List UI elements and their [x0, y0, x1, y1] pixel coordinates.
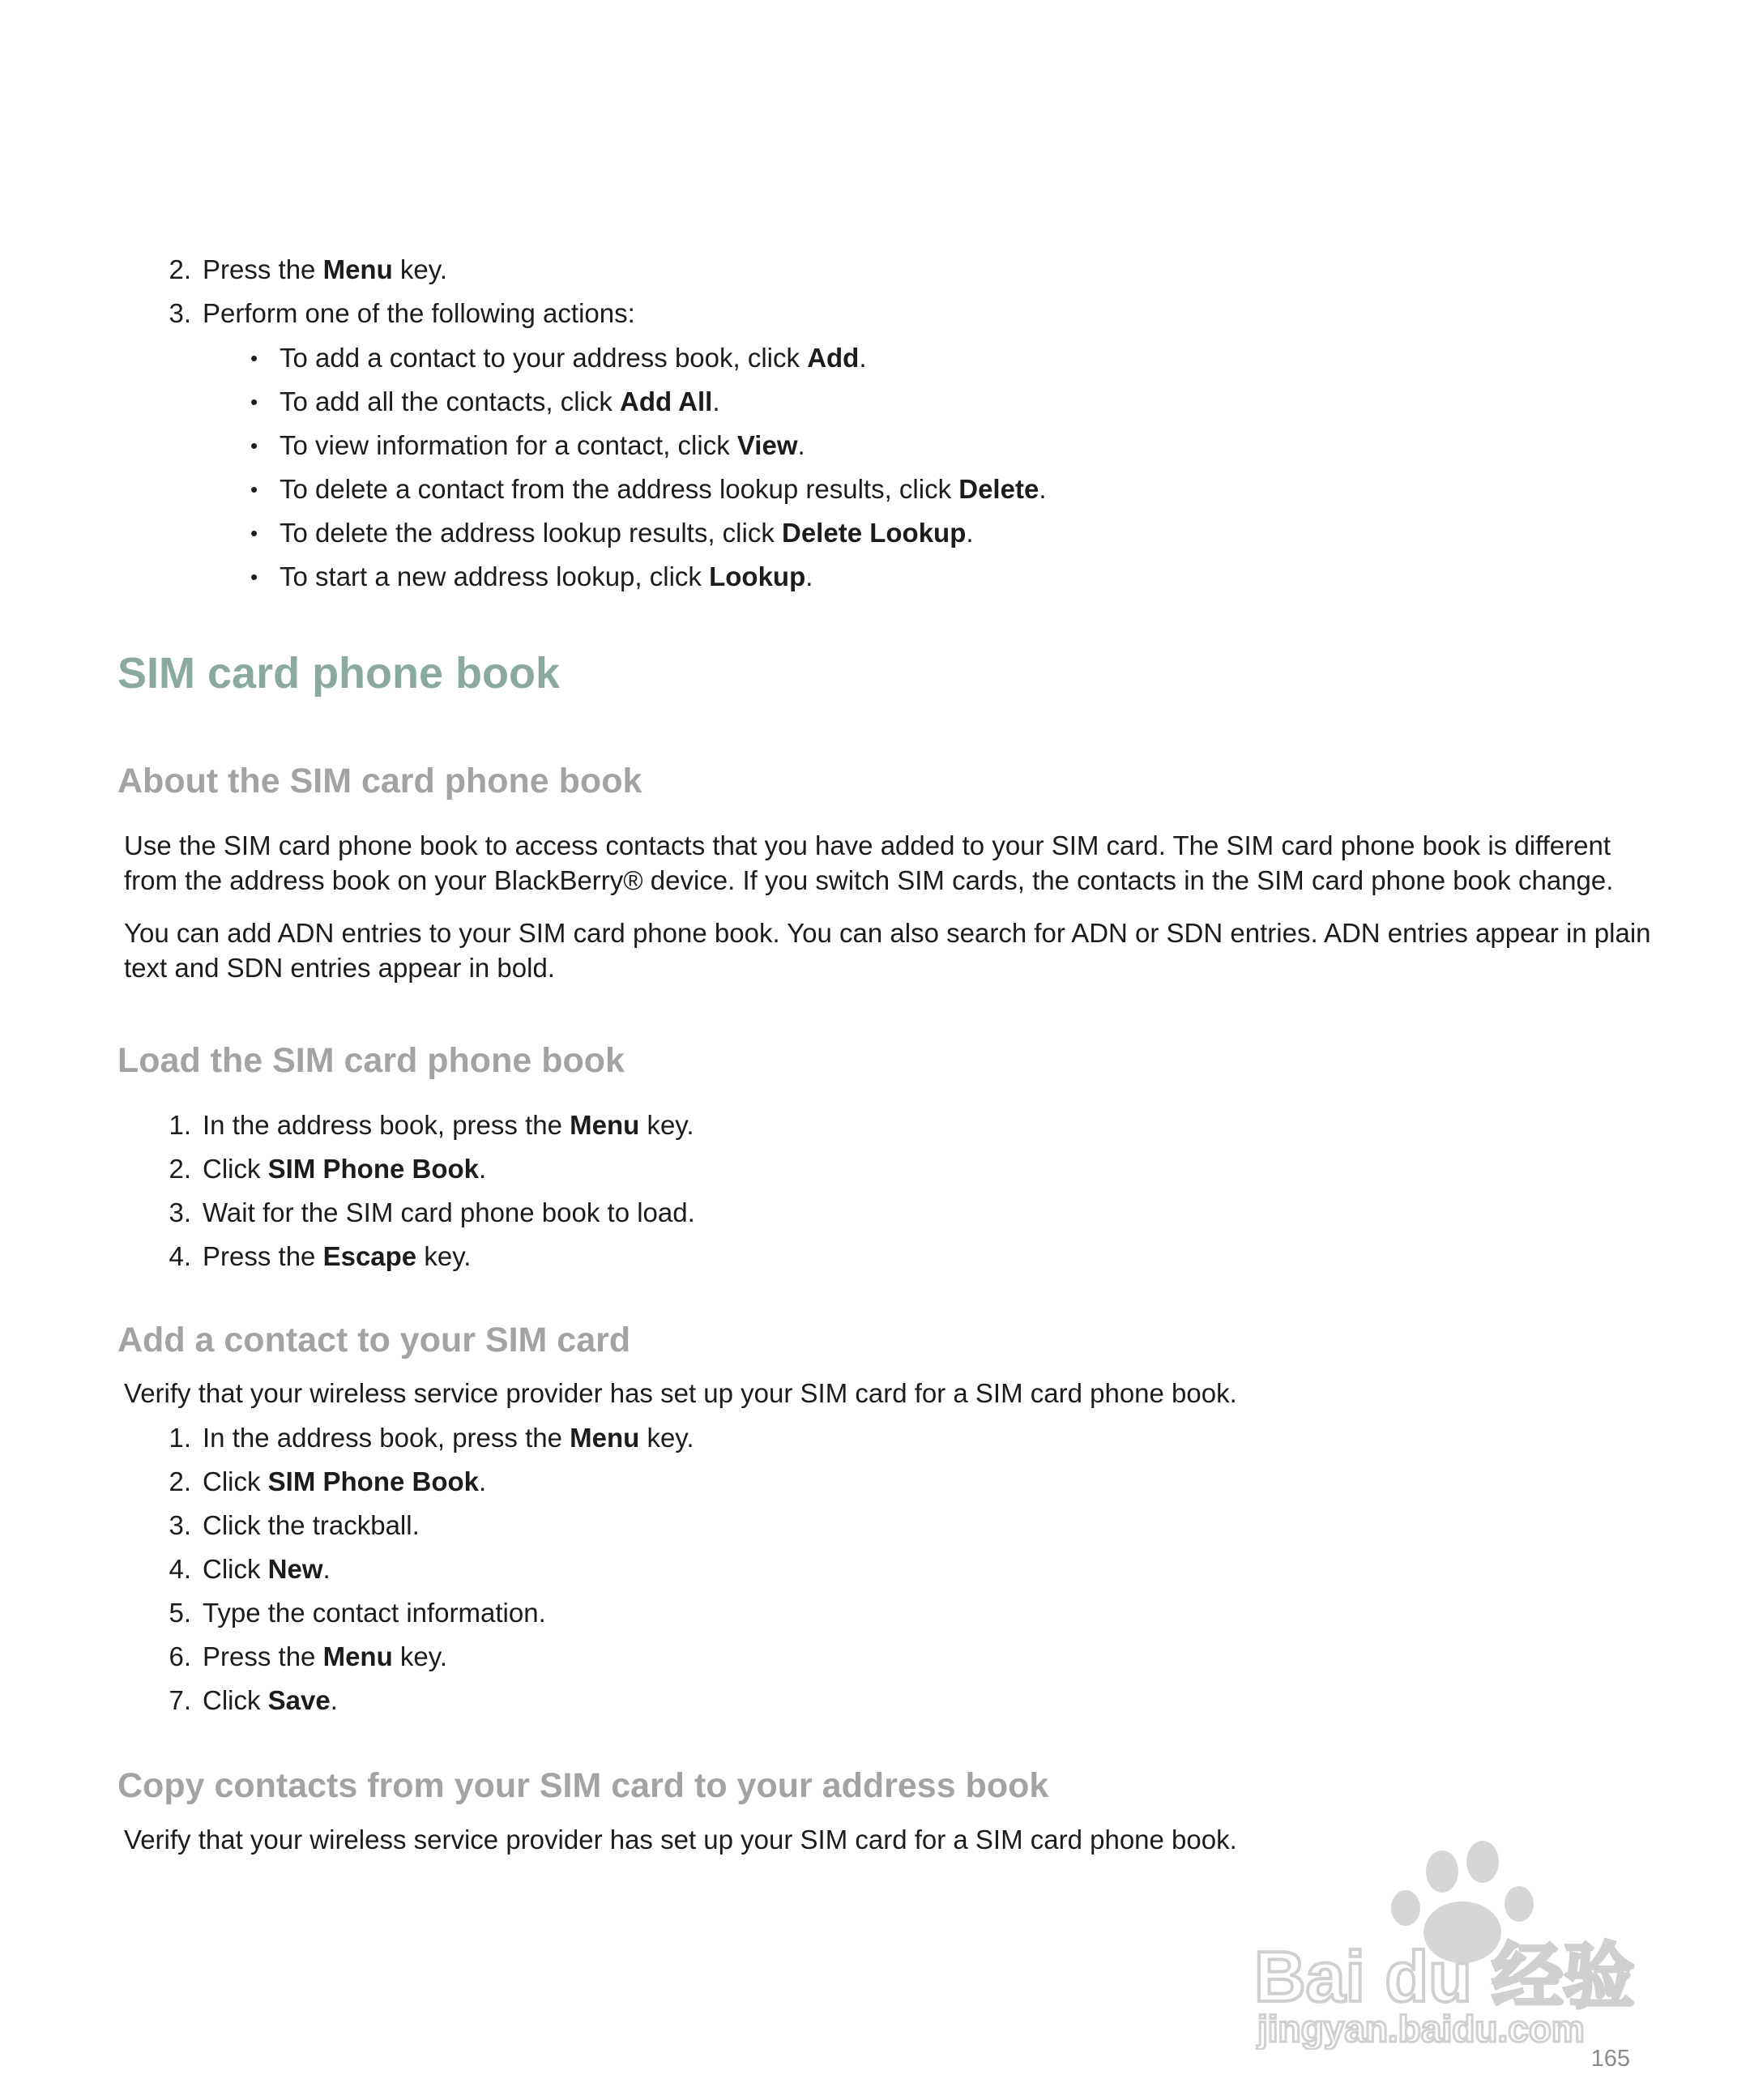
- bullet-icon: •: [250, 346, 258, 370]
- bullet-icon: •: [250, 477, 258, 502]
- step-number: 3.: [169, 1197, 191, 1227]
- step-item: [169, 1504, 694, 1547]
- step-item: [169, 1103, 695, 1147]
- step-number: 6.: [169, 1641, 191, 1671]
- bullet-item: [250, 511, 1046, 555]
- step-item: [169, 1235, 695, 1278]
- about-paragraph-2: You can add ADN entries to your SIM card phone book. You can also search for ADN or SDN entries. ADN entries appear in plain text and SDN entries appear in bold.: [124, 918, 1651, 983]
- add-contact-steps-list: [169, 1416, 694, 1722]
- step-text: In the address book, press the: [203, 1110, 570, 1140]
- watermark-url-text: jingyan.baidu.com: [1257, 2008, 1585, 2050]
- bullet-text-end: .: [966, 518, 974, 548]
- bullet-text: To add a contact to your address book, click: [280, 343, 808, 373]
- step-item: [169, 1679, 694, 1722]
- step-text-end: .: [322, 1554, 331, 1584]
- step-text: Click the trackball.: [203, 1510, 420, 1540]
- step-number: 4.: [169, 1241, 191, 1271]
- copy-contacts-intro: Verify that your wireless service provider has set up your SIM card for a SIM card phone book.: [124, 1825, 1237, 1855]
- step-number: 1.: [169, 1423, 191, 1453]
- baidu-watermark-logo: [1240, 1839, 1661, 2050]
- step-text-end: .: [479, 1154, 487, 1184]
- bullet-icon: •: [250, 565, 258, 589]
- bullet-keyword: Delete: [958, 474, 1039, 504]
- bullet-item: [250, 424, 1046, 467]
- step-keyword: Menu: [570, 1423, 640, 1453]
- step-text: Press the: [203, 1241, 323, 1271]
- step-text: Press the: [203, 254, 323, 284]
- step-item: [169, 1416, 694, 1460]
- step-keyword: New: [267, 1554, 323, 1584]
- step-number: 4.: [169, 1554, 191, 1584]
- about-heading: About the SIM card phone book: [117, 762, 642, 800]
- bullet-text-end: .: [859, 343, 867, 373]
- step-keyword: Escape: [322, 1241, 417, 1271]
- bullet-icon: •: [250, 390, 258, 414]
- bullet-text: To add all the contacts, click: [280, 386, 621, 416]
- step-item: [169, 292, 635, 335]
- step-number: 3.: [169, 1510, 191, 1540]
- add-contact-heading: Add a contact to your SIM card: [117, 1321, 631, 1359]
- step-text: Type the contact information.: [203, 1598, 546, 1628]
- step-text-end: key.: [639, 1423, 694, 1453]
- step-item: [169, 1191, 695, 1235]
- bullet-keyword: Delete Lookup: [782, 518, 967, 548]
- step-number: 2.: [169, 254, 191, 284]
- bullet-keyword: Lookup: [709, 561, 806, 591]
- step-item: [169, 1547, 694, 1591]
- bullet-keyword: View: [736, 430, 798, 460]
- bullet-keyword: Add All: [620, 386, 713, 416]
- step-text-end: .: [330, 1685, 338, 1715]
- step-keyword: Menu: [570, 1110, 640, 1140]
- step-text-end: .: [479, 1466, 487, 1496]
- step-keyword: Menu: [322, 1641, 393, 1671]
- bullet-text-end: .: [1039, 474, 1047, 504]
- bullet-icon: •: [250, 433, 258, 458]
- step-text: Click: [203, 1466, 268, 1496]
- bullet-item: [250, 380, 1046, 424]
- page-number: 165: [1590, 2046, 1630, 2072]
- intro-steps-list: [169, 248, 635, 335]
- step-keyword: Menu: [322, 254, 393, 284]
- step-item: [169, 1147, 695, 1191]
- bullet-text: To delete a contact from the address lookup results, click: [280, 474, 959, 504]
- step-text-end: key.: [639, 1110, 694, 1140]
- bullet-item: [250, 467, 1047, 511]
- step-item: [169, 1591, 694, 1635]
- step-text: Press the: [203, 1641, 323, 1671]
- copy-contacts-heading: Copy contacts from your SIM card to your address book: [117, 1766, 1049, 1805]
- add-contact-intro: Verify that your wireless service provider has set up your SIM card for a SIM card phone book.: [124, 1378, 1237, 1408]
- step-text: Wait for the SIM card phone book to load.: [203, 1197, 695, 1227]
- step-text: Click: [203, 1685, 268, 1715]
- step-item: [169, 1460, 694, 1504]
- section-title: SIM card phone book: [117, 649, 561, 698]
- step-item: [169, 248, 635, 292]
- bullet-item: [250, 336, 1046, 380]
- bullet-text-end: .: [797, 430, 805, 460]
- bullet-keyword: Add: [807, 343, 860, 373]
- load-heading: Load the SIM card phone book: [117, 1041, 625, 1080]
- step-number: 5.: [169, 1598, 191, 1628]
- bullet-item: [250, 555, 1046, 599]
- step-number: 2.: [169, 1466, 191, 1496]
- action-bullet-list: [250, 336, 1047, 599]
- step-number: 7.: [169, 1685, 191, 1715]
- step-text: Click: [203, 1554, 268, 1584]
- step-item: [169, 1635, 694, 1679]
- step-keyword: SIM Phone Book: [267, 1466, 480, 1496]
- watermark-brand-text: Bai du 经验: [1254, 1936, 1635, 2017]
- step-number: 3.: [169, 298, 191, 328]
- step-text: Perform one of the following actions:: [203, 298, 635, 328]
- load-steps-list: [169, 1103, 695, 1278]
- step-keyword: Save: [267, 1685, 331, 1715]
- about-paragraph-1: Use the SIM card phone book to access contacts that you have added to your SIM card. The SIM card phone book is different from the address book on your BlackBerry® device. If you switch SIM cards, the contacts in the SIM card phone book change.: [124, 830, 1614, 895]
- step-number: 1.: [169, 1110, 191, 1140]
- bullet-text-end: .: [805, 561, 813, 591]
- step-keyword: SIM Phone Book: [267, 1154, 480, 1184]
- bullet-text-end: .: [712, 386, 720, 416]
- step-text: Click: [203, 1154, 268, 1184]
- bullet-text: To view information for a contact, click: [280, 430, 737, 460]
- bullet-text: To delete the address lookup results, click: [280, 518, 782, 548]
- step-text-end: key.: [392, 1641, 447, 1671]
- bullet-icon: •: [250, 521, 258, 545]
- step-text-end: key.: [416, 1241, 472, 1271]
- step-number: 2.: [169, 1154, 191, 1184]
- step-text-end: key.: [392, 254, 447, 284]
- step-text: In the address book, press the: [203, 1423, 570, 1453]
- bullet-text: To start a new address lookup, click: [280, 561, 710, 591]
